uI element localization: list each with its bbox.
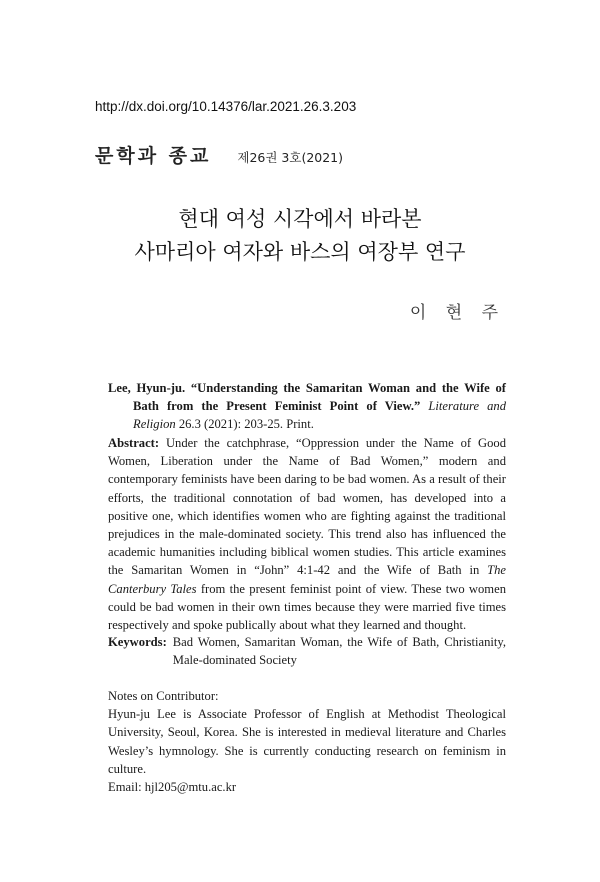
contributor-notes <box>108 687 506 796</box>
article-title <box>0 203 600 269</box>
doi-link[interactable]: http://dx.doi.org/10.14376/lar.2021.26.3.203 <box>95 99 357 114</box>
abstract-label: Abstract: <box>108 436 160 450</box>
abstract-italic-work: The Canterbury Tales <box>108 563 506 596</box>
citation-author-title: Lee, Hyun-ju. “Understanding the Samaritan Woman and the Wife of Bath from the Present Feminist Point of View.” <box>108 381 506 414</box>
citation-details: 26.3 (2021): 203-25. Print. <box>178 417 314 432</box>
citation-journal: Literature and Religion <box>133 399 507 432</box>
keywords-values: Bad Women, Samaritan Woman, the Wife of Bath, Christianity, Male-dominated Society <box>172 635 506 668</box>
notes-text: Hyun-ju Lee is Associate Professor of English at Methodist Theological University, Seoul, Korea. She is interested in medieval literature and Charles Wesley’s hymnology. She is currently conducting research on feminism in culture. <box>108 707 506 776</box>
issue-info: 제26권 3호(2021) <box>237 150 344 165</box>
journal-header <box>95 141 343 168</box>
abstract-text-before: Under the catchphrase, “Oppression under the Name of Good Women, Liberation under the Name of Bad Women,” modern and contemporary feminists have been daring to be bad women. As a result of their efforts, the traditional connotation of bad women, has developed into a positive one, which identifies women who are fighting against the traditional prejudices in the male-dominated society. This trend also has influenced the academic humanities including biblical women studies. This article examines the Samaritan Women in “John” 4:1-42 and the Wife of Bath in <box>108 436 506 578</box>
journal-logo: 문학과 종교 <box>95 145 212 167</box>
title-line-2: 사마리아 여자와 바스의 여장부 연구 <box>134 240 466 264</box>
keywords <box>108 633 506 669</box>
notes-heading: Notes on Contributor: <box>108 689 219 703</box>
notes-email[interactable]: Email: hjl205@mtu.ac.kr <box>108 780 237 795</box>
citation-text <box>108 379 506 434</box>
keywords-label: Keywords: <box>108 635 167 649</box>
title-line-1: 현대 여성 시각에서 바라본 <box>178 207 422 231</box>
abstract <box>108 434 506 634</box>
abstract-text-after: from the present feminist point of view. These two women could be bad women in their own times because they were married five times respectively and spoke publically about what they learned and thought. <box>108 581 506 633</box>
author-name: 이 현 주 <box>409 303 505 323</box>
citation <box>108 379 506 434</box>
